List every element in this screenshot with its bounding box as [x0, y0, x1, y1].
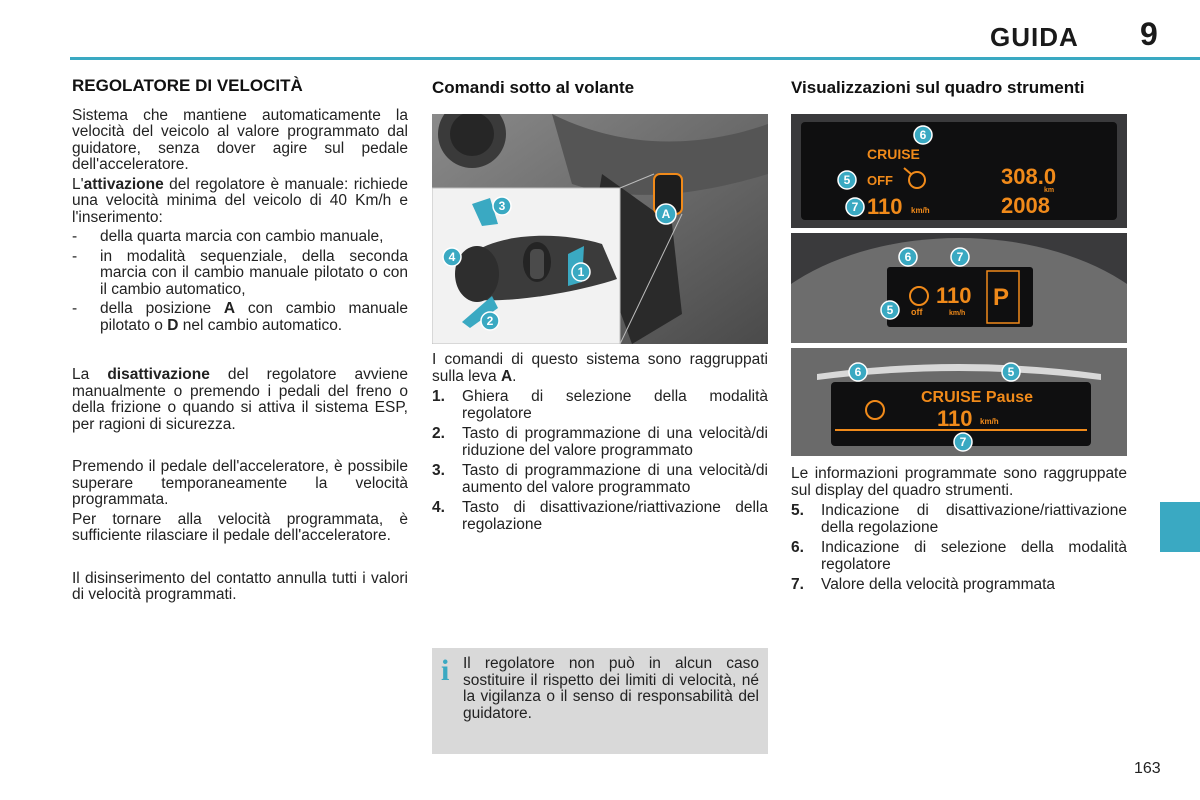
controls-list: [432, 389, 768, 533]
display2-off: off: [911, 307, 923, 317]
display3-cruise: CRUISE Pause: [921, 389, 1034, 406]
list-item: - della quarta marcia con cambio manuale,: [72, 228, 384, 245]
list-item: 4. Tasto di disattivazione/riattivazione della regolazione: [432, 499, 768, 533]
svg-text:6: 6: [919, 128, 927, 142]
ignition-paragraph: Il disinserimento del contatto annulla tutti i valori di velocità programmati.: [72, 569, 408, 603]
display1-odometer: 308.0: [1001, 164, 1057, 189]
display2-gear: P: [993, 284, 1010, 311]
svg-text:A: A: [661, 207, 671, 221]
controls-heading: Comandi sotto al volante: [432, 78, 635, 97]
section-heading: REGOLATORE DI VELOCITÀ: [72, 76, 303, 95]
controls-intro: I comandi di questo sistema sono raggruppati sulla leva A.: [432, 351, 768, 385]
header-rule: [70, 57, 1200, 60]
chapter-side-tab: [1160, 502, 1200, 552]
displays-heading: Visualizzazioni sul quadro strumenti: [791, 78, 1085, 97]
displays-intro: Le informazioni programmate sono raggruppate sul display del quadro strumenti.: [791, 465, 1127, 499]
callout-6: [914, 126, 932, 144]
list-item: 7. Valore della velocità programmata: [791, 576, 1056, 593]
list-item: 2. Tasto di programmazione di una velocità/di riduzione del valore programmato: [432, 425, 768, 459]
callout-7: [951, 248, 969, 266]
list-item: 6. Indicazione di selezione della modalità regolatore: [791, 539, 1127, 573]
callout-5: [838, 171, 856, 189]
svg-text:km/h: km/h: [911, 206, 930, 215]
lever-illustration: [432, 114, 768, 344]
instrument-display-2: [791, 233, 1127, 343]
callout-6: [899, 248, 917, 266]
callout-5: [881, 301, 899, 319]
right-column-text: [791, 466, 1127, 594]
svg-text:5: 5: [1007, 365, 1015, 379]
display3-speed: 110: [937, 406, 973, 431]
callout-5: [1002, 363, 1020, 381]
callout-3: [493, 197, 511, 215]
display1-speed: 110: [867, 194, 903, 219]
svg-text:7: 7: [959, 435, 967, 449]
list-item: - della posizione A con cambio manuale pilotato o D nel cambio automatico.: [72, 300, 408, 334]
callout-7: [846, 198, 864, 216]
svg-text:6: 6: [904, 250, 912, 264]
list-item: 3. Tasto di programmazione di una velocità/di aumento del valore programmato: [432, 462, 768, 496]
intro-paragraph: Sistema che mantiene automaticamente la velocità del veicolo al valore programmato dal guidatore, senza dover agire sul pedale dell'acceleratore.: [72, 106, 408, 173]
svg-text:1: 1: [577, 265, 585, 279]
info-icon: i: [441, 654, 450, 687]
callout-7: [954, 433, 972, 451]
svg-text:7: 7: [956, 250, 964, 264]
return-paragraph: Per tornare alla velocità programmata, è sufficiente rilasciare il pedale dell'acceleratore.: [72, 510, 408, 544]
svg-text:km/h: km/h: [949, 310, 966, 317]
svg-text:3: 3: [498, 199, 506, 213]
left-column: [72, 78, 408, 604]
page-number: 163: [1134, 760, 1161, 777]
steering-lever-photo: [432, 114, 768, 344]
svg-text:6: 6: [854, 365, 862, 379]
display1-off: OFF: [867, 173, 893, 188]
activation-paragraph: L'attivazione del regolatore è manuale: richiede una velocità minima del veicolo di 40 Km/h e l'inserimento:: [72, 175, 408, 226]
accelerator-paragraph: Premendo il pedale dell'acceleratore, è possibile superare temporaneamente la velocità programmata.: [72, 458, 408, 508]
display1-year: 2008: [1001, 193, 1050, 218]
list-item: 5. Indicazione di disattivazione/riattivazione della regolazione: [791, 502, 1127, 536]
page-header-title: GUIDA: [990, 22, 1079, 52]
callout-6: [849, 363, 867, 381]
svg-text:km/h: km/h: [980, 417, 999, 426]
displays-list: [791, 503, 1127, 594]
display1-cruise: CRUISE: [867, 146, 920, 162]
callout-2: [481, 312, 499, 330]
callout-4: [443, 248, 461, 266]
chapter-number: 9: [1140, 16, 1158, 52]
activation-list: [72, 229, 408, 334]
instrument-display-3: [791, 348, 1127, 456]
list-item: 1. Ghiera di selezione della modalità regolatore: [432, 388, 768, 422]
middle-column-text: [432, 352, 768, 533]
svg-text:5: 5: [843, 173, 851, 187]
callout-1: [572, 263, 590, 281]
svg-text:5: 5: [886, 303, 894, 317]
svg-text:4: 4: [448, 250, 456, 264]
info-note-text: Il regolatore non può in alcun caso sostituire il rispetto dei limiti di velocità, né la vigilanza o il senso di responsabilità del guidatore.: [463, 655, 759, 722]
svg-text:7: 7: [851, 200, 859, 214]
callout-A: [656, 204, 676, 224]
display2-speed: 110: [936, 283, 972, 308]
list-item: - in modalità sequenziale, della seconda marcia con il cambio manuale pilotato o con il cambio automatico,: [72, 247, 408, 298]
svg-text:2: 2: [486, 314, 494, 328]
deactivation-paragraph: La disattivazione del regolatore avviene manualmente o premendo i pedali del freno o della frizione o quando si attiva il sistema ESP, per ragioni di sicurezza.: [72, 366, 408, 433]
svg-text:km: km: [1044, 187, 1055, 194]
instrument-display-1: [791, 114, 1127, 228]
